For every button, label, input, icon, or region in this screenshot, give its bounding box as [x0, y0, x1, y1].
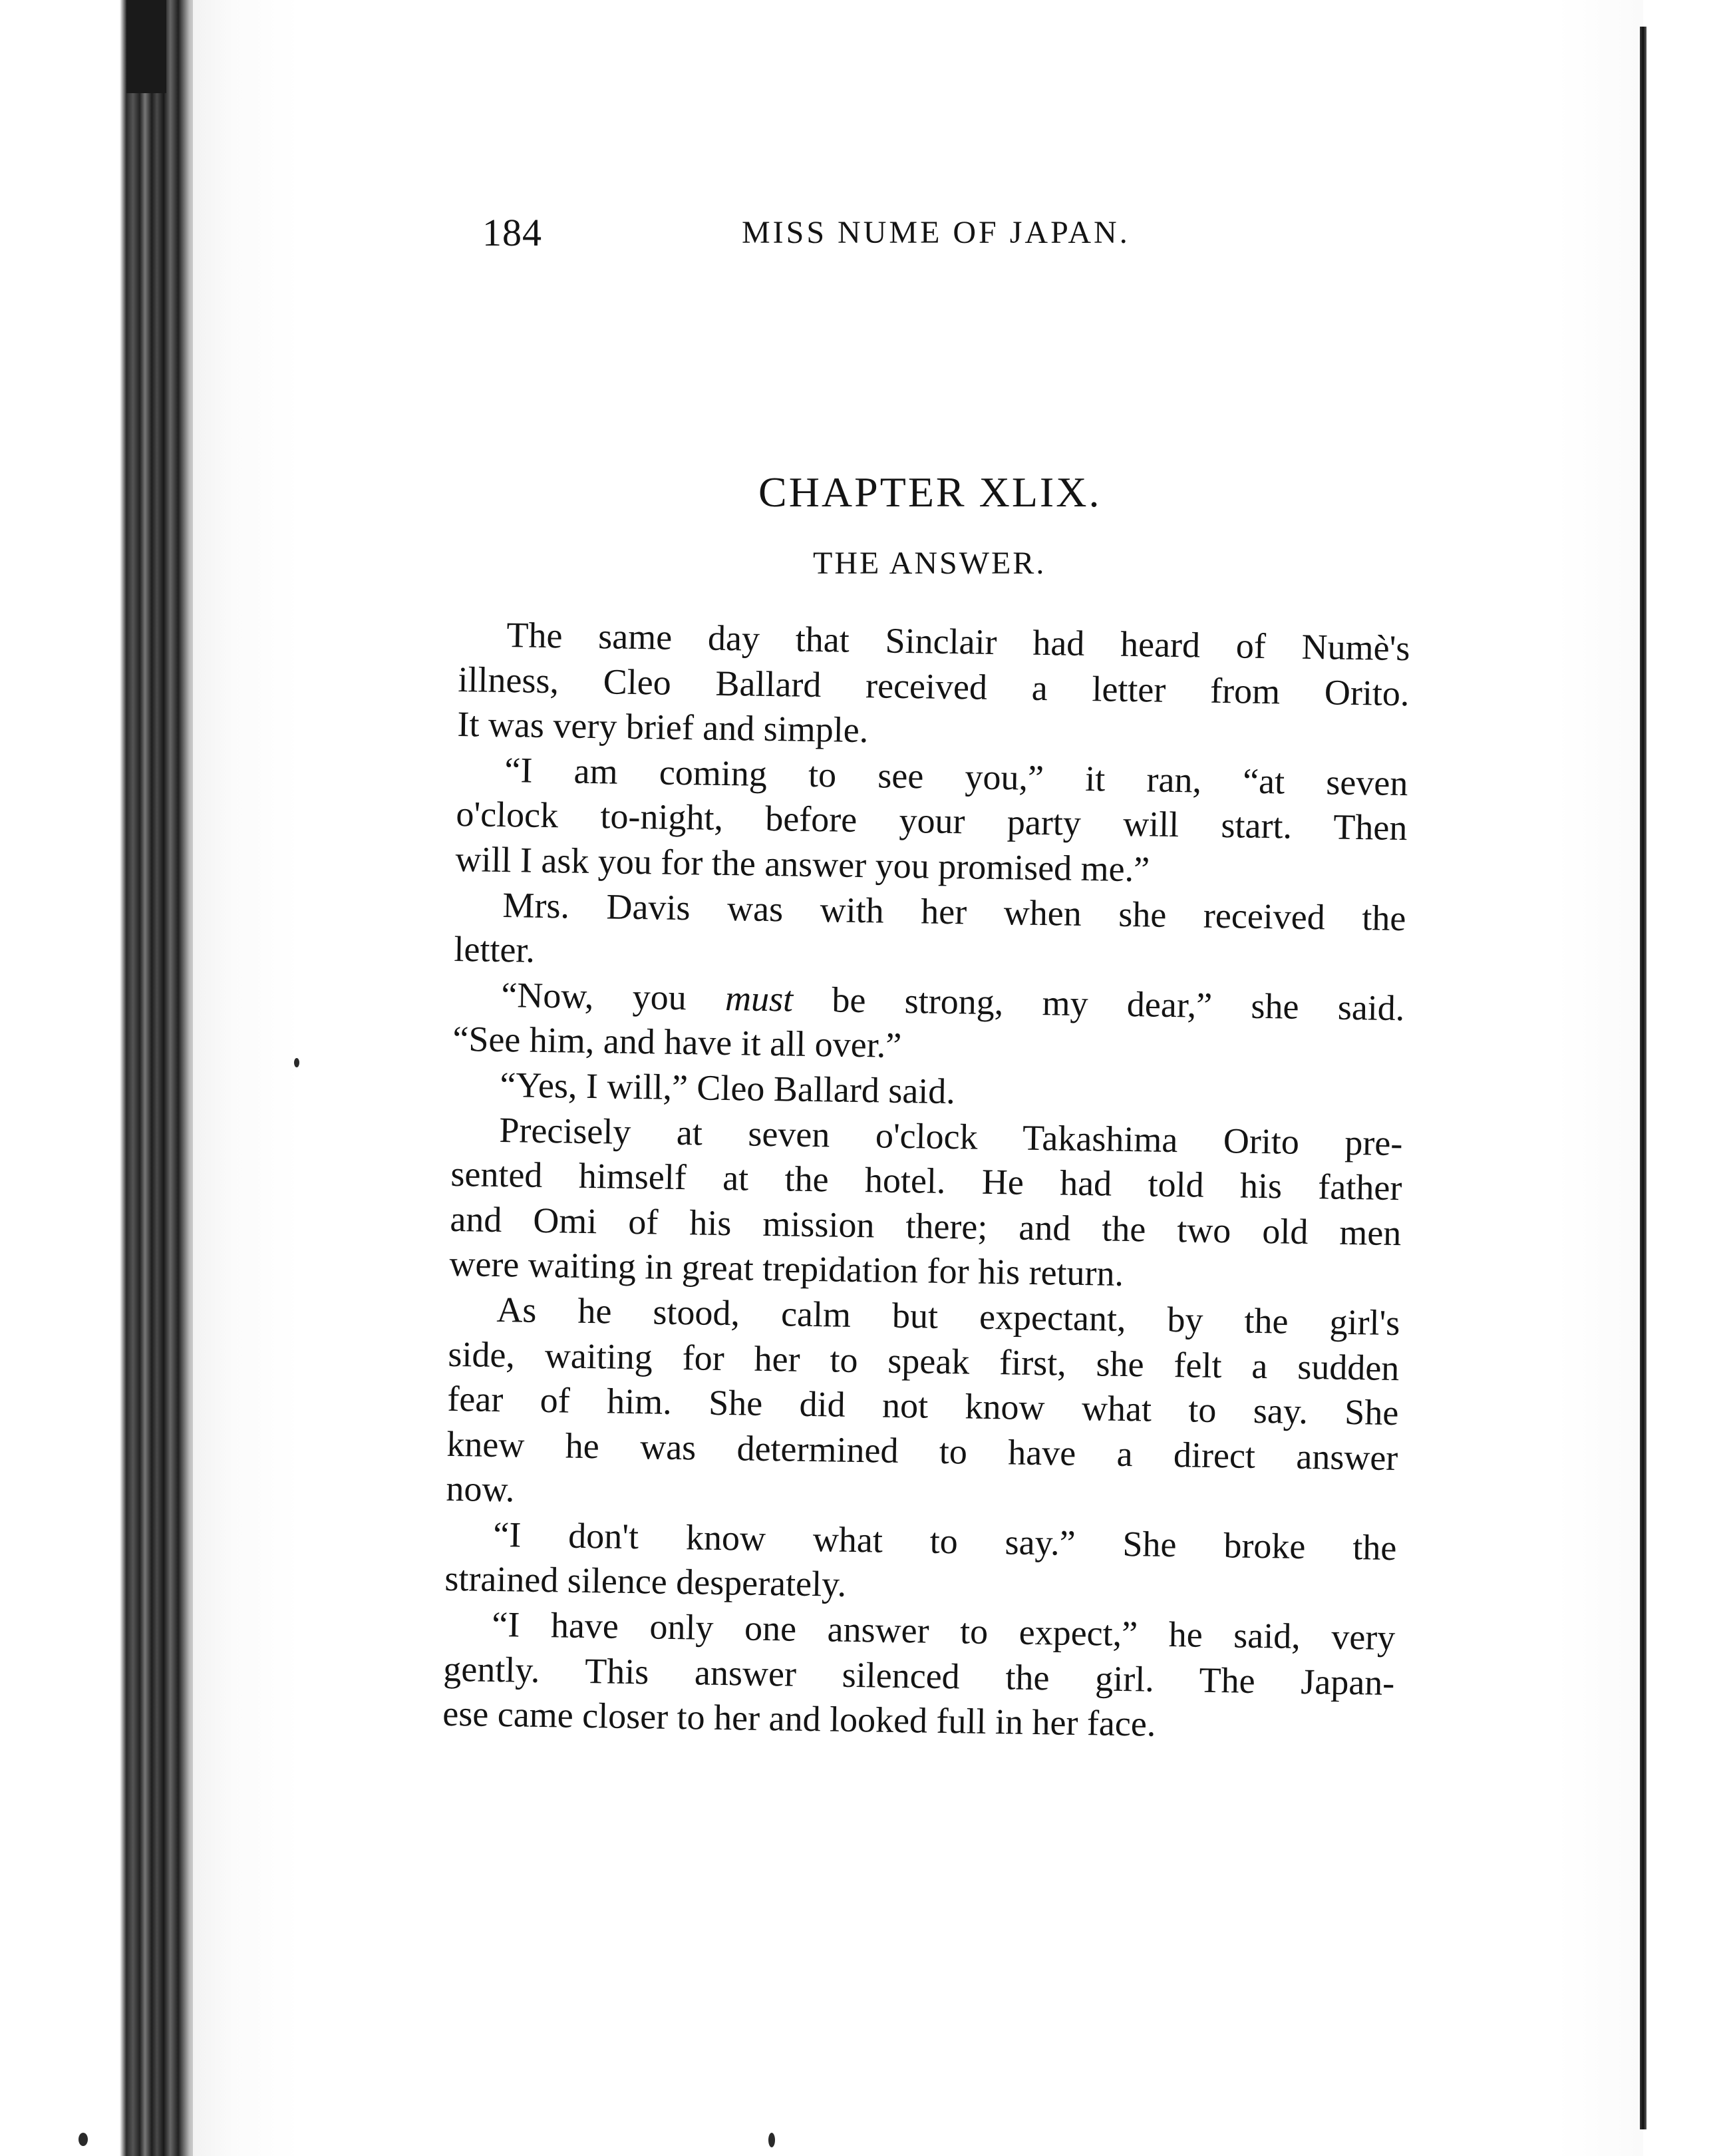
text-fragment: be strong, my dear,” she said. [792, 979, 1405, 1028]
text-line-content: “Yes, I will,” Cleo Ballard said. [500, 1064, 956, 1112]
body-text [442, 612, 1410, 1751]
chapter-subheading: THE ANSWER. [813, 546, 1046, 581]
text-line-content: As he stood, calm but expectant, by the girl's [496, 1289, 1400, 1344]
text-line-content: were waiting in great trepidation for his return. [449, 1244, 1124, 1294]
text-line-content: letter. [454, 929, 536, 970]
text-line-content: side, waiting for her to speak first, she felt a sudden [448, 1334, 1400, 1388]
text-line-content: “I have only one answer to expect,” he said, very [491, 1604, 1396, 1658]
scan-speck [294, 1058, 299, 1067]
text-line-content: strained silence desperately. [444, 1558, 847, 1605]
scan-speck [768, 2133, 775, 2147]
text-fragment: “Now, you [501, 974, 726, 1018]
text-line-content: fear of him. She did not know what to say. She [447, 1378, 1399, 1433]
book-spine-edge [0, 0, 203, 2156]
text-line-content: o'clock to-night, before your party will start. Then [456, 794, 1408, 848]
text-line-content: sented himself at the hotel. He had told his father [450, 1154, 1402, 1208]
emphasized-word: must [724, 978, 794, 1019]
facing-page-edge [1640, 27, 1647, 2129]
text-line-content: Mrs. Davis was with her when she received the [502, 884, 1406, 938]
text-line-content: The same day that Sinclair had heard of Numè's [506, 615, 1410, 669]
scan-margin [1647, 0, 1727, 2156]
running-title: MISS NUME OF JAPAN. [742, 215, 1130, 250]
page-number: 184 [482, 211, 542, 254]
chapter-heading: CHAPTER XLIX. [758, 468, 1102, 516]
scan-speck [78, 2133, 88, 2146]
text-line-content: and Omi of his mission there; and the two old men [450, 1198, 1402, 1253]
text-line-content: ese came closer to her and looked full in her face. [442, 1694, 1156, 1744]
text-line-content: Precisely at seven o'clock Takashima Orito pre- [499, 1109, 1403, 1163]
running-head [482, 206, 1168, 260]
text-line-content: now. [446, 1469, 515, 1510]
book-spine-shadow [126, 0, 166, 93]
text-line-content: gently. This answer silenced the girl. The Japan- [443, 1648, 1395, 1703]
text-line-content: illness, Cleo Ballard received a letter from Orito. [458, 659, 1410, 713]
text-line-content: “See him, and have it all over.” [452, 1019, 902, 1066]
text-line-content: will I ask you for the answer you promised me.” [455, 838, 1150, 890]
text-line-content: knew he was determined to have a direct answer [446, 1423, 1398, 1478]
text-line-content: It was very brief and simple. [457, 704, 869, 751]
text-line-content: “I am coming to see you,” it ran, “at seven [504, 749, 1408, 803]
text-line-content: “I don't know what to say.” She broke the [493, 1514, 1397, 1568]
